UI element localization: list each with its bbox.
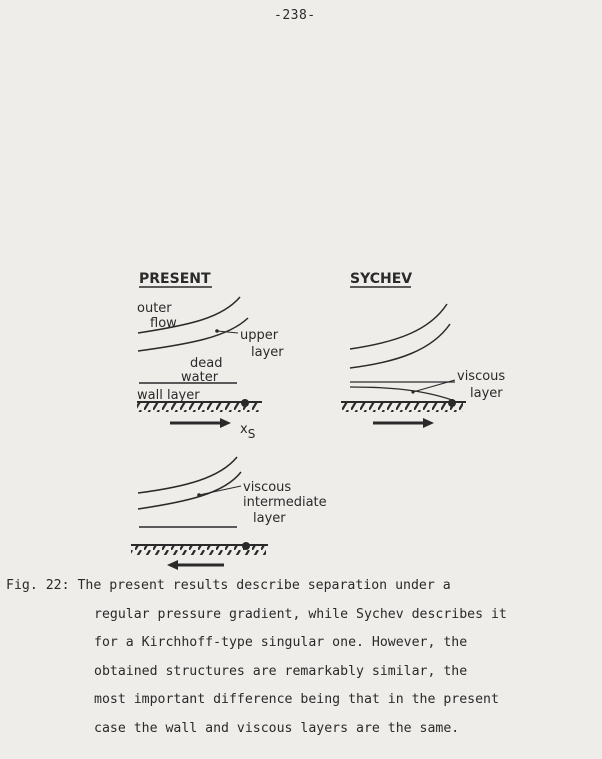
flow-arrow-sychev-head xyxy=(423,418,434,428)
label-bottom-layer: layer xyxy=(253,511,286,526)
panel-bottom xyxy=(131,457,327,570)
label-upper-layer: layer xyxy=(251,345,284,360)
caption-line: The present results describe separation under a xyxy=(77,578,451,593)
page-number: -238- xyxy=(274,8,316,23)
label-xs: xS xyxy=(240,422,256,441)
label-bottom-intermediate: intermediate xyxy=(243,495,327,510)
separation-point-sychev xyxy=(448,399,456,407)
wall-hatching-sychev xyxy=(341,403,463,412)
label-outer: outer xyxy=(137,301,172,316)
flow-arrow-present-head xyxy=(220,418,231,428)
intermediate-layer-leader xyxy=(199,486,241,495)
label-upper: upper xyxy=(240,328,279,343)
caption-line: obtained structures are remarkably similar, the xyxy=(94,663,468,679)
separation-point-present xyxy=(241,399,249,407)
label-water: water xyxy=(181,370,219,385)
label-sychev-viscous: viscous xyxy=(457,369,506,384)
panel-present xyxy=(137,271,284,441)
label-dead: dead xyxy=(190,356,223,371)
label-sychev-layer: layer xyxy=(470,386,503,401)
caption-line: case the wall and viscous layers are the same. xyxy=(94,720,460,736)
flow-arrow-bottom-head xyxy=(167,560,178,570)
figure-caption xyxy=(6,572,602,744)
panel-present-title: PRESENT xyxy=(139,271,211,287)
sychev-viscous-free-layer xyxy=(350,387,452,400)
panel-sychev xyxy=(341,271,505,428)
panel-sychev-title: SYCHEV xyxy=(350,271,413,287)
label-bottom-viscous: viscous xyxy=(243,480,292,495)
separation-point-bottom xyxy=(242,542,250,550)
caption-line: for a Kirchhoff-type singular one. However, the xyxy=(94,635,468,651)
caption-line: regular pressure gradient, while Sychev describes it xyxy=(94,606,507,622)
caption-first-line xyxy=(6,572,602,601)
label-flow: flow xyxy=(150,316,177,331)
label-wall-layer: wall layer xyxy=(137,388,200,403)
caption-line: most important difference being that in the present xyxy=(94,692,499,708)
caption-label: Fig. 22: xyxy=(6,578,70,593)
